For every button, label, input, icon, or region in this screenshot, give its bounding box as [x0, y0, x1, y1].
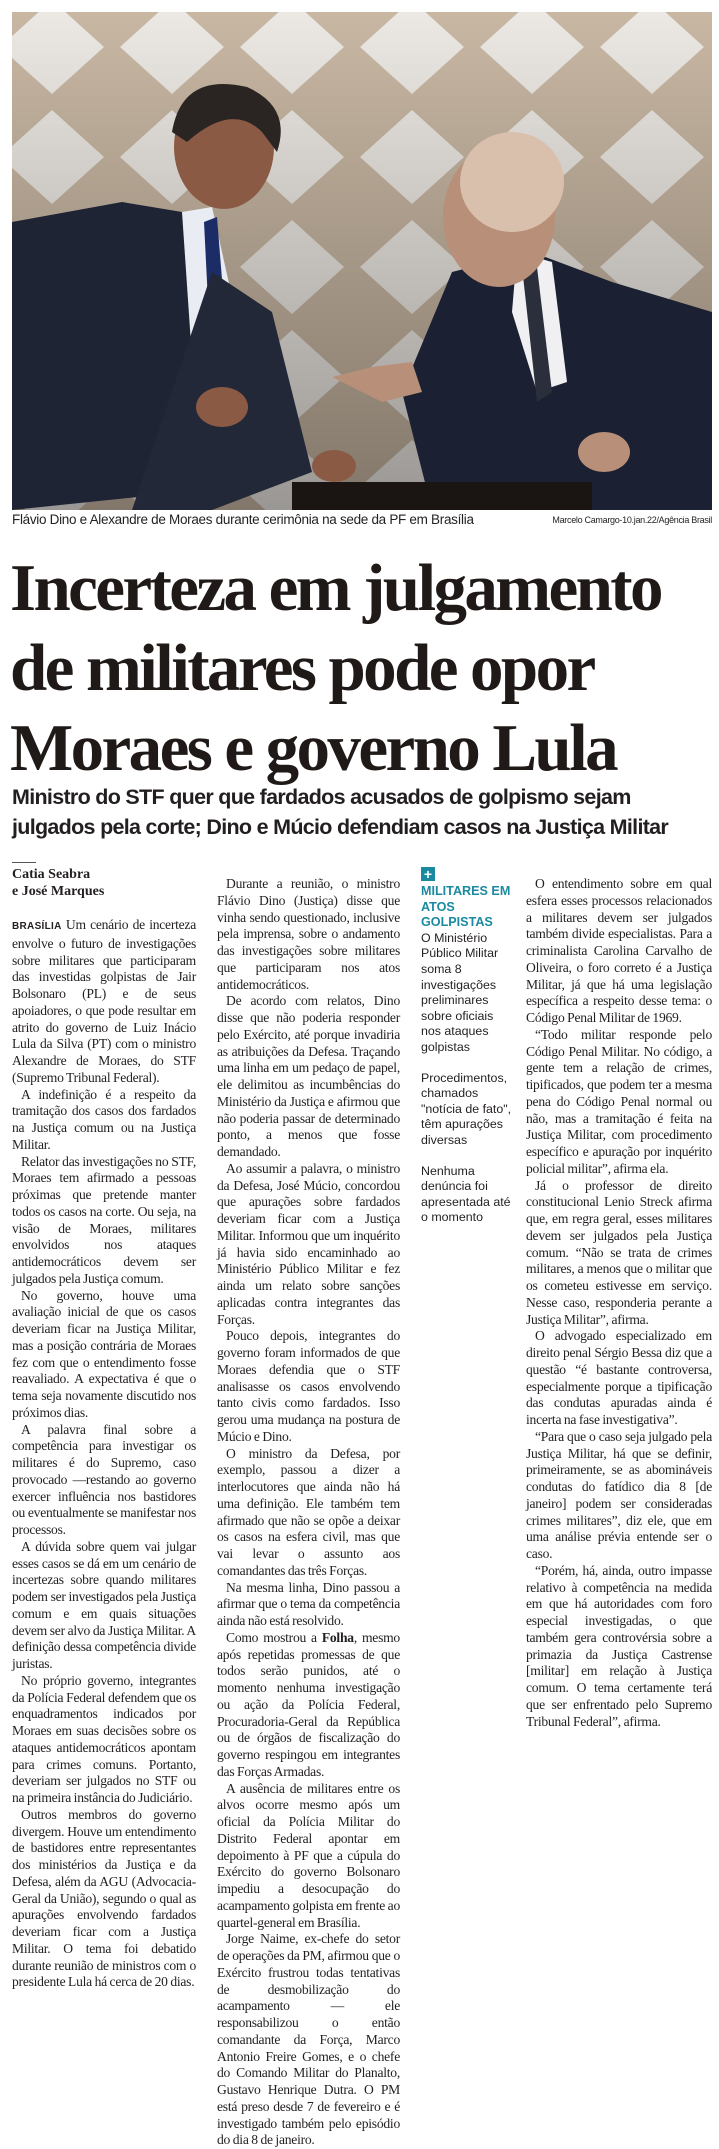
article-column-4	[526, 876, 712, 1730]
sidebar-item: Procedimentos, chamados "notícia de fato", têm apurações diversas	[421, 1070, 512, 1147]
paragraph: Já o professor de direito constitucional Lenio Streck afirma que, em regra geral, esses militares devem ser julgados pela Justiça comum. “Não se trata de crimes militares, a menos que o militar que os cometeu estivesse em serviço. Nesse caso, responderia perante a Justiça Militar”, afirma.	[526, 1177, 712, 1327]
paragraph: O advogado especializado em direito penal Sérgio Bessa diz que a questão “é bastante controversa, especialmente porque a tipificação das condutas apuradas ainda é incerta na fase investigativa”.	[526, 1328, 712, 1427]
subtitle-line: julgados pela corte; Dino e Múcio defendiam casos na Justiça Militar	[12, 815, 669, 839]
paragraph	[217, 1630, 400, 1781]
photo-illustration	[12, 12, 712, 510]
dateline: BRASÍLIA	[12, 921, 62, 932]
lead-text: Um cenário de incerteza envolve o futuro de investigações sobre militares que participaram das investidas golpistas de Jair Bolsonaro (PL) e de seus apoiadores, o que pode resultar em atrito do governo de Luiz Inácio Lula da Silva (PT) com o ministro Alexandre de Moraes, do STF (Supremo Tribunal Federal).	[12, 917, 196, 1085]
paragraph: “Todo militar responde pelo Código Penal Militar. No código, a gente tem a relação de crimes, tipificados, que podem ter a mesma pena do Código Penal normal ou não, mas a tramitação é feita na Justiça Militar, com procedimento específico e apuração por inquérito policial militar”, afirma ela.	[526, 1026, 712, 1176]
photo-caption	[12, 512, 712, 530]
plus-icon: +	[421, 867, 435, 881]
article-column-1	[12, 917, 196, 1991]
subtitle-line: Ministro do STF quer que fardados acusados de golpismo sejam	[12, 785, 631, 809]
paragraph: No próprio governo, integrantes da Polícia Federal defendem que os enquadramentos indicados por Moraes em suas decisões sobre os ataques antidemocráticos apontam para crimes comuns. Portanto, deveriam ser julgados no STF ou na primeira instância do Judiciário.	[12, 1672, 196, 1805]
paragraph: A indefinição é a respeito da tramitação dos casos dos fardados na Justiça comum ou na Justiça Militar.	[12, 1086, 196, 1152]
sidebar-item: O Ministério Público Militar soma 8 investigações preliminares sobre oficiais nos ataques golpistas	[421, 930, 499, 1054]
paragraph: Pouco depois, integrantes do governo foram informados de que Moraes defendia que o STF analisasse os casos envolvendo tanto civis como fardados. Isso gerou uma mudança na postura de Múcio e Dino.	[217, 1328, 400, 1444]
byline-rule	[12, 862, 36, 863]
caption-text: Flávio Dino e Alexandre de Moraes durante cerimônia na sede da PF em Brasília	[12, 512, 474, 527]
paragraph: No governo, houve uma avaliação inicial de que os casos deveriam ficar na Justiça Militar, mas a posição contrária de Moraes fez com que o entendimento fosse reavaliado. A expectativa é que o tema seja novamente discutido nos próximos dias.	[12, 1287, 196, 1420]
paragraph: Durante a reunião, o ministro Flávio Dino (Justiça) disse que vinha sendo questionado, inclusive pela imprensa, sobre o andamento das investigações sobre militares que participaram nos atos antidemocráticos.	[217, 876, 400, 992]
paragraph: Na mesma linha, Dino passou a afirmar que o tema da competência ainda não está resolvido.	[217, 1579, 400, 1628]
headline-line: Incerteza em julgamento	[10, 551, 661, 625]
paragraph: O entendimento sobre em qual esfera esses processos relacionados a militares devem ser julgados também divide especialistas. Para a criminalista Carolina Carvalho de Oliveira, o foro correto é a Justiça Militar, já que há uma legislação específica a respeito desse tema: o Código Penal Militar de 1969.	[526, 876, 712, 1025]
subtitle	[12, 782, 717, 842]
paragraph: Jorge Naime, ex-chefe do setor de operações da PM, afirmou que o Exército frustrou todas tentativas de desmobilização do acampamento — ele responsabilizou o então comandante da Força, Marco Antonio Freire Gomes, e o chefe do Comando Militar do Planalto, Gustavo Henrique Dutra. O PM está preso desde 7 de fevereiro e é investigado também pelo episódio do dia 8 de janeiro.	[217, 1931, 400, 2148]
headline	[10, 548, 715, 788]
text: , mesmo após repetidas promessas de que todos serão punidos, até o momento nenhuma investigação ou ação da Polícia Federal, Procuradoria-Geral da República ou de órgãos de fiscalização do governo respingou em integrantes das Forças Armadas.	[217, 1629, 400, 1779]
paragraph: A palavra final sobre a competência para investigar os militares é do Supremo, caso provocado —restando ao governo exercer influência nos bastidores ou eventualmente se manifestar nos processos.	[12, 1421, 196, 1537]
byline	[12, 866, 104, 900]
sidebar-heading: MILITARES EM ATOS GOLPISTAS	[421, 884, 511, 930]
photo-credit: Marcelo Camargo-10.jan.22/Agência Brasil	[552, 515, 712, 525]
article-column-2	[217, 876, 400, 2149]
paragraph: Relator das investigações no STF, Moraes tem afirmado a pessoas próximas que pretende manter todos os casos na corte. Ou seja, na visão de Moraes, militares envolvidos nos ataques antidemocráticos devem ser julgados pela Justiça comum.	[12, 1153, 196, 1286]
author-line: e José Marques	[12, 884, 105, 899]
text: Como mostrou a	[226, 1629, 322, 1645]
paragraph: “Porém, há, ainda, outro impasse relativo à competência na medida em que há autoridades com foro especial investigadas, o que também gera controvérsia sobre a primazia da Justiça Castrense [militar] em relação à Justiça comum. O tema certamente terá que ser enfrentado pelo Supremo Tribunal Federal”, afirma.	[526, 1562, 712, 1729]
headline-line: de militares pode opor	[10, 631, 594, 705]
paragraph: Outros membros do governo divergem. Houve um entendimento de bastidores entre representantes dos ministérios da Justiça e da Defesa, além da AGU (Advocacia-Geral da União), segundo o qual as apurações envolvendo fardados deveriam ficar com a Justiça Militar. O tema foi debatido durante reunião de ministros com o presidente Lula há cerca de 20 dias.	[12, 1806, 196, 1990]
author-line: Catia Seabra	[12, 867, 91, 882]
lead-paragraph	[12, 917, 196, 1087]
headline-line: Moraes e governo Lula	[10, 711, 616, 785]
newspaper-name: Folha	[321, 1629, 354, 1645]
sidebar-box	[421, 867, 513, 1241]
paragraph: A ausência de militares entre os alvos ocorre mesmo após um oficial da Polícia Militar do Distrito Federal apontar em depoimento à PF que a cúpula do Exército do governo Bolsonaro impediu a desocupação do acampamento golpista em frente ao quartel-general em Brasília.	[217, 1780, 401, 1930]
paragraph: De acordo com relatos, Dino disse que não poderia responder pelo Exército, até porque invadiria as atribuições da Defesa. Traçando uma linha em um pedaço de papel, ele delimitou as incumbências do Ministério da Justiça e afirmou que não poderia passar de determinado ponto, a menos que fosse demandado.	[217, 993, 400, 1159]
paragraph: “Para que o caso seja julgado pela Justiça Militar, há que se definir, primeiramente, se as abomináveis condutas do fatídico dia 8 [de janeiro] podem ser consideradas crimes militares”, diz ele, que em uma análise prévia entende ser o caso.	[526, 1428, 712, 1561]
paragraph: Ao assumir a palavra, o ministro da Defesa, José Múcio, concordou que apurações sobre fardados deveriam ficar com a Justiça Militar. Informou que um inquérito já havia sido encaminhado ao Ministério Público Militar e fez ainda um relato sobre sanções aplicadas contra integrantes das Forças.	[217, 1160, 400, 1327]
paragraph: O ministro da Defesa, por exemplo, passou a dizer a interlocutores que ainda não há uma definição. Ele também tem afirmado que não se opõe a deixar os casos na esfera civil, mas que vai levar o assunto aos comandantes das três Forças.	[217, 1445, 400, 1578]
sidebar-item: Nenhuma denúncia foi apresentada até o momento	[421, 1163, 511, 1225]
news-photo	[12, 12, 712, 510]
paragraph: A dúvida sobre quem vai julgar esses casos se dá em um cenário de incertezas sobre quando militares podem ser investigados pela Justiça comum e em quais situações devem ser alvo da Justiça Militar. A definição dessa competência divide juristas.	[12, 1538, 196, 1671]
